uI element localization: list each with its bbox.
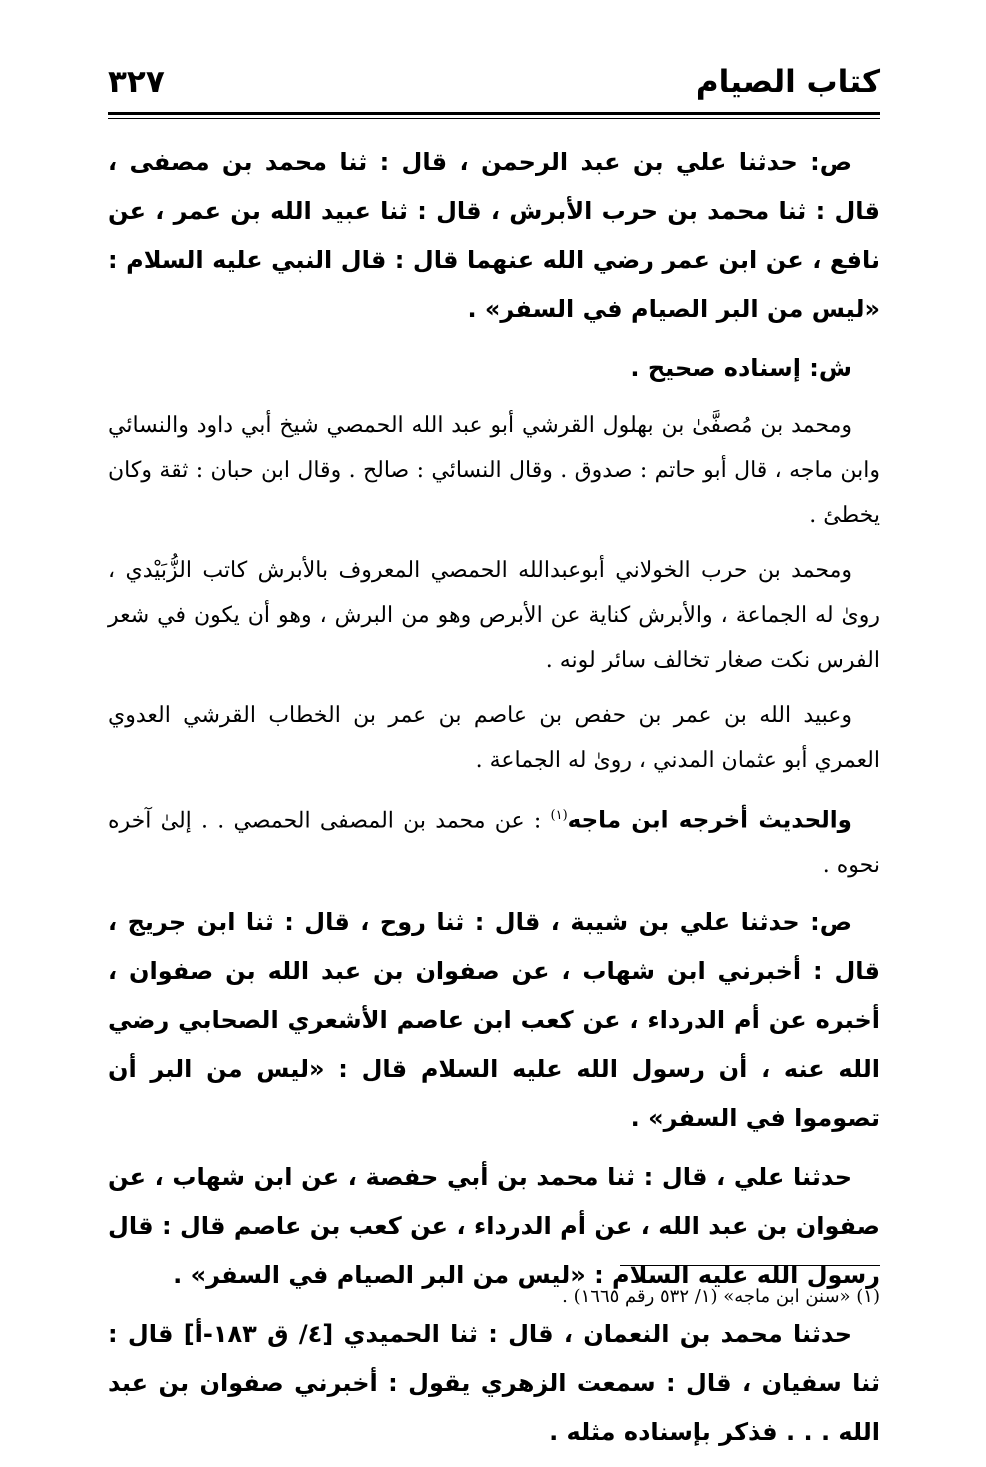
narrator-note-3: وعبيد الله بن عمر بن حفص بن عاصم بن عمر بن الخطاب القرشي العدوي العمري أبو عثمان المدني ، روىٰ له الجماعة . xyxy=(108,703,880,773)
hadith-text-3: حدثنا علي ، قال : ثنا محمد بن أبي حفصة ، عن ابن شهاب ، عن صفوان بن عبد الله ، عن أم الدرداء ، عن كعب بن عاصم قال : قال رسول الله عليه السلام : «ليس من البر الصيام في السفر» . xyxy=(108,1163,880,1290)
page-body xyxy=(108,138,880,1467)
page-number: ٣٢٧ xyxy=(108,64,165,100)
takhrij-lead: والحديث أخرجه ابن ماجه xyxy=(567,807,852,834)
takhrij-rest: : عن محمد بن المصفى الحمصي . . إلىٰ آخره نحوه . xyxy=(108,808,880,879)
footnote-reference: (١) xyxy=(550,808,568,823)
header-rule-thick xyxy=(108,112,880,115)
narrator-note-2: ومحمد بن حرب الخولاني أبوعبدالله الحمصي المعروف بالأبرش كاتب الزُّبَيْدي ، روىٰ له الجماعة ، والأبرش كناية عن الأبرص وهو من البرش ، وهو أن يكون في شعر الفرس نكت صغار تخالف سائر لونه . xyxy=(108,558,880,673)
header-rule-thin xyxy=(108,118,880,119)
commentary-heading: ش: إسناده صحيح . xyxy=(630,354,852,382)
hadith-text-4: حدثنا محمد بن النعمان ، قال : ثنا الحميدي [٤/ ق ١٨٣-أ] قال : ثنا سفيان ، قال : سمعت الزهري يقول : أخبرني صفوان بن عبد الله . . . فذكر بإسناده مثله . xyxy=(108,1320,880,1447)
chapter-title: كتاب الصيام xyxy=(695,64,880,100)
footnote: (١) «سنن ابن ماجه» (١/ ٥٣٢ رقم ١٦٦٥) . xyxy=(562,1286,880,1307)
footnote-separator xyxy=(620,1265,880,1266)
hadith-text-2: ص: حدثنا علي بن شيبة ، قال : ثنا روح ، قال : ثنا ابن جريج ، قال : أخبرني ابن شهاب ، عن صفوان بن عبد الله بن صفوان ، أخبره عن أم الدرداء ، عن كعب ابن عاصم الأشعري الصحابي رضي الله عنه ، أن رسول الله عليه السلام قال : «ليس من البر أن تصوموا في السفر» . xyxy=(108,908,880,1133)
takhrij-paragraph xyxy=(108,793,880,888)
hadith-text-1: ص: حدثنا علي بن عبد الرحمن ، قال : ثنا محمد بن مصفى ، قال : ثنا محمد بن حرب الأبرش ، قال : ثنا عبيد الله بن عمر ، عن نافع ، عن ابن عمر رضي الله عنهما قال : قال النبي عليه السلام : «ليس من البر الصيام في السفر» . xyxy=(108,148,880,323)
page-header xyxy=(108,58,880,120)
narrator-note-1: ومحمد بن مُصفَّىٰ بن بهلول القرشي أبو عبد الله الحمصي شيخ أبي داود والنسائي وابن ماجه ، قال أبو حاتم : صدوق . وقال النسائي : صالح . وقال ابن حبان : ثقة وكان يخطئ . xyxy=(108,413,880,528)
